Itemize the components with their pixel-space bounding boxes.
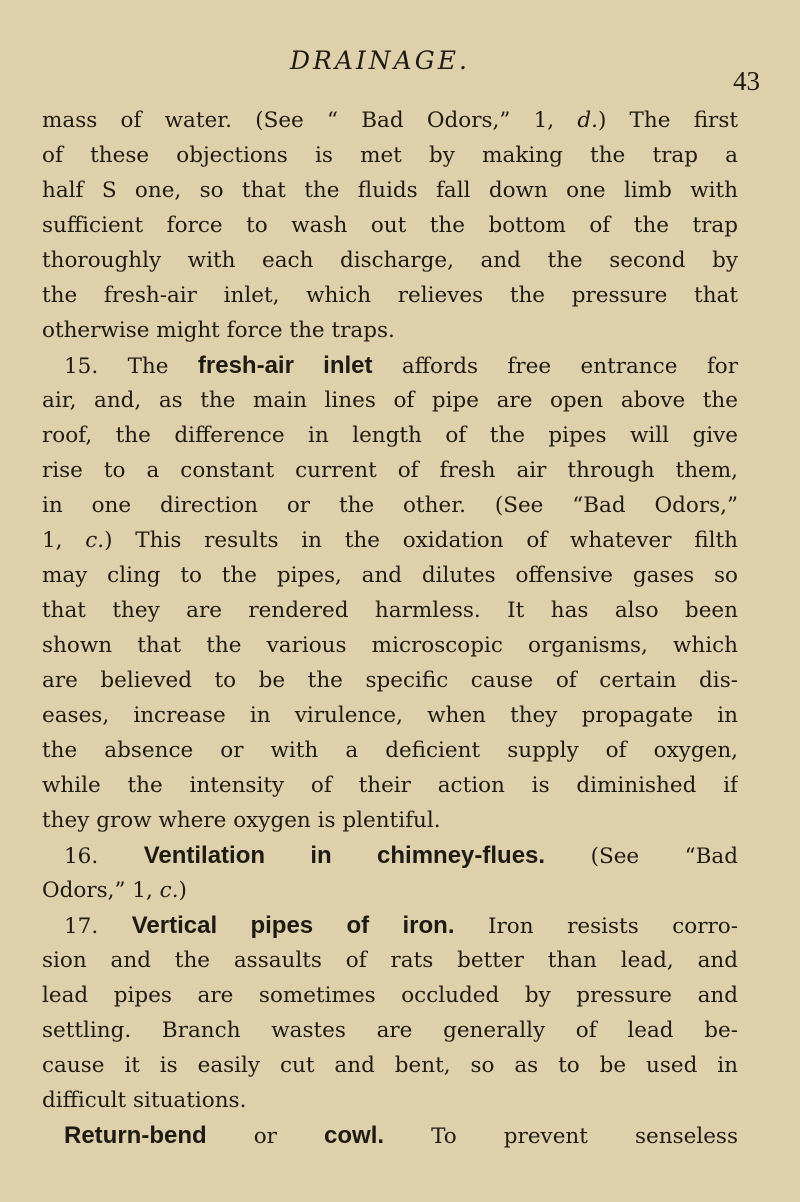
text-line: eases, increase in virulence, when they propagate in	[42, 703, 738, 728]
text-line: roof, the difference in length of the pipes will give	[42, 423, 738, 448]
text-line: half S one, so that the fluids fall down one limb with	[42, 178, 738, 203]
term-vertical-pipes: Vertical pipes of iron.	[131, 912, 455, 939]
text-line: while the intensity of their action is diminished if	[42, 773, 738, 798]
text-line: are believed to be the specific cause of certain dis-	[42, 668, 738, 693]
text-line: they grow where oxygen is plentiful.	[42, 808, 441, 833]
text-line: rise to a constant current of fresh air through them,	[42, 458, 738, 483]
term-return-bend: Return-bend	[64, 1122, 207, 1149]
text-line: settling. Branch wastes are generally of lead be-	[42, 1018, 738, 1043]
text-line: in one direction or the other. (See “Bad Odors,”	[42, 493, 738, 518]
text-line: 1, c.) This results in the oxidation of whatever filth	[42, 528, 738, 553]
text-line: the absence or with a deficient supply of oxygen,	[42, 738, 738, 763]
term-fresh-air-inlet: fresh-air inlet	[197, 352, 373, 379]
text-line: of these objections is met by making the trap a	[42, 143, 738, 168]
paragraph-15-heading: 15. The fresh-air inlet affords free entrance for	[64, 352, 738, 379]
text-line: cause it is easily cut and bent, so as to be used in	[42, 1053, 738, 1078]
term-cowl: cowl.	[324, 1122, 385, 1149]
text-line: shown that the various microscopic organisms, which	[42, 633, 738, 658]
paragraph-17-heading: 17. Vertical pipes of iron. Iron resists corro-	[64, 912, 738, 939]
text-line: sufficient force to wash out the bottom of the trap	[42, 213, 738, 238]
term-ventilation: Ventilation in chimney-flues.	[143, 842, 546, 869]
text-line: the fresh-air inlet, which relieves the pressure that	[42, 283, 738, 308]
text-line: may cling to the pipes, and dilutes offensive gases so	[42, 563, 738, 588]
text-line: mass of water. (See “ Bad Odors,” 1, d.) The first	[42, 108, 738, 133]
text-line: that they are rendered harmless. It has also been	[42, 598, 738, 623]
text-line: thoroughly with each discharge, and the second by	[42, 248, 738, 273]
text-line: lead pipes are sometimes occluded by pressure and	[42, 983, 738, 1008]
paragraph-16-heading: 16. Ventilation in chimney-flues. (See “Bad	[64, 842, 738, 869]
text-line: otherwise might force the traps.	[42, 318, 395, 343]
running-head: DRAINAGE.	[290, 46, 470, 75]
return-bend-heading: Return-bend or cowl. To prevent senseless	[64, 1122, 738, 1149]
page-number: 43	[733, 66, 760, 96]
body-text	[42, 103, 738, 1153]
text-line: air, and, as the main lines of pipe are open above the	[42, 388, 738, 413]
text-line: difficult situations.	[42, 1088, 247, 1113]
text-line: sion and the assaults of rats better than lead, and	[42, 948, 738, 973]
text-line: Odors,” 1, c.)	[42, 878, 187, 903]
